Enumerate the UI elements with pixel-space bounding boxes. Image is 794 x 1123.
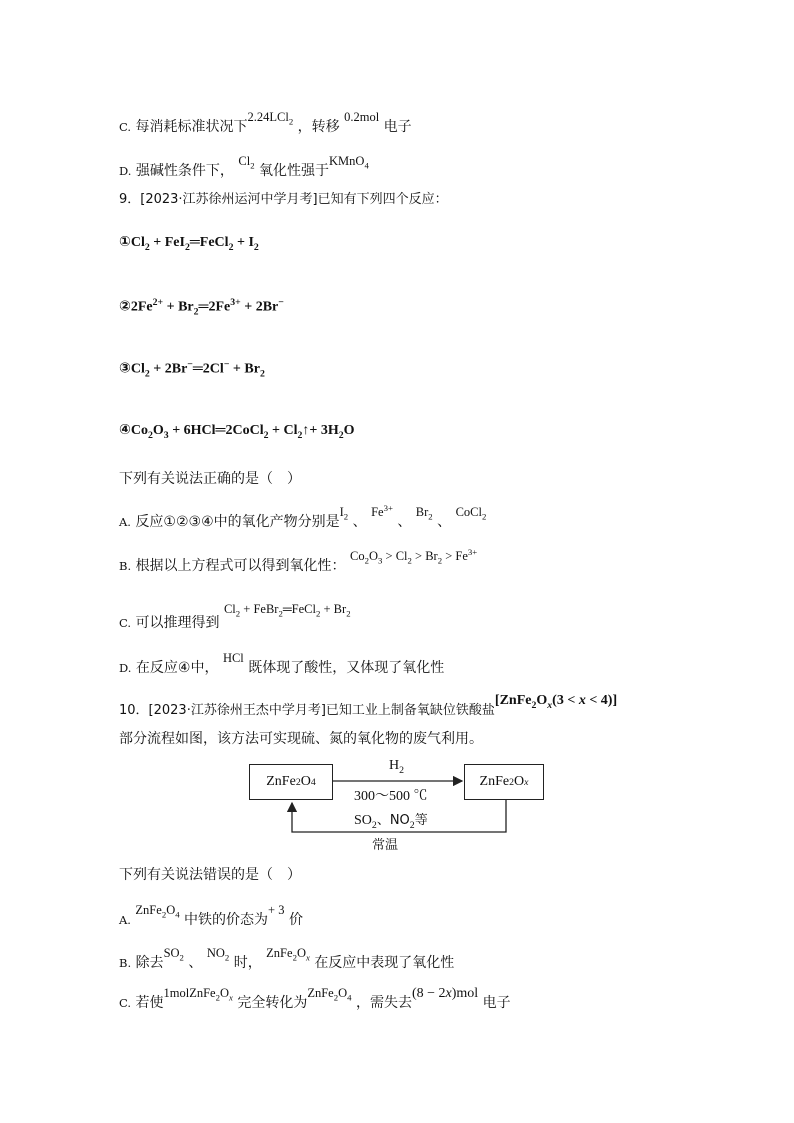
reaction-2: $②2Fe^{2+}$ + $Br_2═2Fe^{3+} + 2Br^-$ (119, 297, 284, 318)
left-box: ZnFe 2 O 4 (249, 764, 333, 800)
formula-0-2mol: 0.2mol (344, 110, 380, 124)
q8-option-d: D. 强碱性条件下， $Cl_2$ 氧化性强于KMnO$_4$ (119, 154, 369, 179)
formula-2-24lcl2: 2.24LCl$_2$ (247, 110, 294, 127)
label-h2: $H_2$ (389, 758, 405, 776)
q9-option-d: D. 在反应④中， HCl 既体现了酸性，又体现了氧化性 (119, 651, 445, 676)
reaction-3: $③Cl_2$ + 2Br−═2Cl− + $Br_2$ (119, 359, 265, 380)
label-temperature: 300～500 ℃ (354, 789, 428, 804)
q8-option-c: C. 每消耗标准状况下2.24LCl$_2$ ，转移 0.2mol 电子 (119, 110, 412, 135)
formula-kmno4: KMnO$_4$ (329, 154, 369, 171)
q9-stem: 9．[2023·江苏徐州运河中学月考]已知有下列四个反应： (119, 192, 448, 207)
label-so2-no2: $SO_2$、$NO_2$等 (354, 813, 428, 831)
q9-question: 下列有关说法正确的是（ ） (119, 471, 301, 487)
q10-option-b: B. 除去$SO_2$ 、 $NO_2$ 时， $ZnFe_2O_x$ 在反应中表现了氧化性 (119, 946, 455, 971)
q10-stem-2: 部分流程如图，该方法可实现硫、氮的氧化物的废气利用。 (119, 731, 483, 747)
q9-option-a: A. 反应①②③④中的氧化产物分别是$I_2$ 、 $Fe^{3+}$ 、 $Br_2$ 、 CoCl$_2$ (119, 502, 487, 530)
flow-diagram (244, 758, 554, 858)
q10-option-a: A. $ZnFe_2O_4$ 中铁的价态为+ 3 价 (119, 903, 303, 928)
q9-option-b: B. 根据以上方程式可以得到氧化性： $Co_2O_3 > Cl_2 > Br_2 > Fe^{3+}$ (119, 546, 478, 574)
reaction-1: $①Cl_2$ + FeI$_2$═FeCl$_2$ + $I_2$ (119, 234, 259, 253)
formula-cl2: $Cl_2$ (238, 154, 255, 171)
q10-stem: 10．[2023·江苏徐州王杰中学月考]已知工业上制备氧缺位铁酸盐$[ZnFe_2O_x(3 < x < 4)]$ (119, 693, 618, 718)
right-box: ZnFe 2 O x (464, 764, 544, 800)
q10-option-c: C. 若使$1molZnFe_2O_x$ 完全转化为$ZnFe_2O_4$ ，需失去(8 − 2x)mol 电子 (119, 986, 511, 1011)
q9-option-c: C. 可以推理得到 $Cl_2$ + FeBr$_2$═FeCl$_2$ + $Br_2$ (119, 602, 351, 631)
reaction-4: $④Co_2O_3$ + 6HCl═2CoCl$_2$ + $Cl_2↑+ 3H_2O$ (119, 422, 355, 441)
q10-question: 下列有关说法错误的是（ ） (119, 867, 301, 883)
label-room-temp: 常温 (372, 838, 399, 853)
